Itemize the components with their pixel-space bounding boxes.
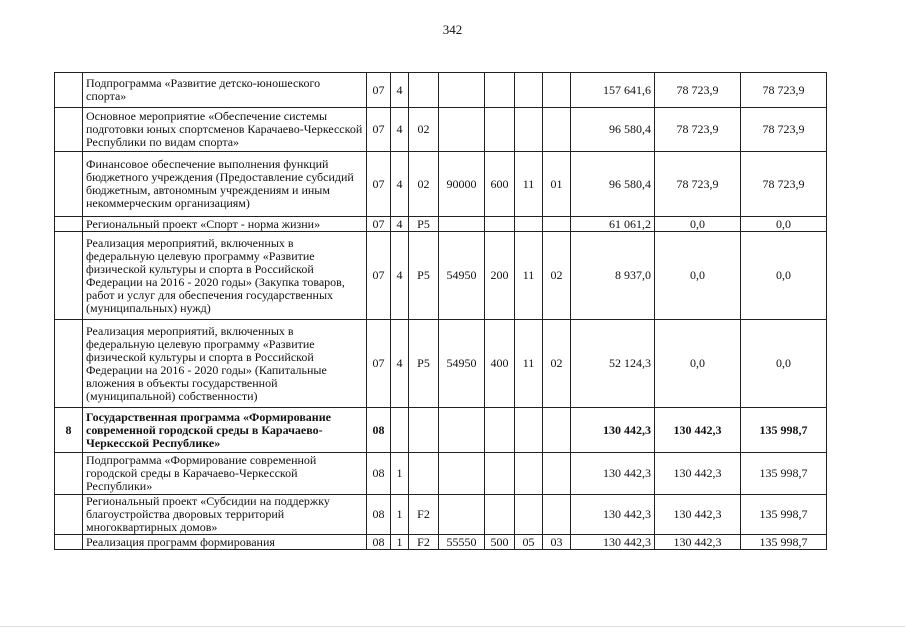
code-dir: [439, 408, 485, 453]
amount-year3: 0,0: [741, 320, 827, 408]
amount-year1: 61 061,2: [571, 217, 655, 232]
amount-year2: 78 723,9: [655, 108, 741, 152]
code-rz: [515, 73, 543, 108]
row-number: [55, 232, 83, 320]
code-vr: [485, 408, 515, 453]
row-name: Подпрограмма «Формирование современной городской среды в Карачаево-Черкесской Республики»: [83, 453, 367, 495]
amount-year2: 130 442,3: [655, 453, 741, 495]
code-vr: 600: [485, 152, 515, 217]
amount-year3: 135 998,7: [741, 535, 827, 550]
code-dir: [439, 73, 485, 108]
code-osn: [409, 453, 439, 495]
table-row: [55, 232, 827, 320]
code-vr: [485, 453, 515, 495]
code-dir: 90000: [439, 152, 485, 217]
row-number: [55, 453, 83, 495]
amount-year2: 130 442,3: [655, 408, 741, 453]
row-name: Региональный проект «Спорт - норма жизни»: [83, 217, 367, 232]
amount-year3: 135 998,7: [741, 408, 827, 453]
table-row: [55, 453, 827, 495]
row-name: Реализация мероприятий, включенных в федеральную целевую программу «Развитие физической культуры и спорта в Российской Федерации на 2016 - 2020 годы» (Капитальные вложения в объекты государственной (муниципальной) собственности): [83, 320, 367, 408]
row-number: [55, 217, 83, 232]
amount-year1: 157 641,6: [571, 73, 655, 108]
code-pr: [543, 73, 571, 108]
code-rz: [515, 408, 543, 453]
amount-year3: 78 723,9: [741, 108, 827, 152]
code-pp: 4: [391, 217, 409, 232]
code-gp: 07: [367, 152, 391, 217]
code-pp: 4: [391, 320, 409, 408]
code-dir: [439, 108, 485, 152]
table-row: [55, 408, 827, 453]
code-pr: [543, 108, 571, 152]
amount-year2: 0,0: [655, 217, 741, 232]
amount-year2: 130 442,3: [655, 535, 741, 550]
code-gp: 07: [367, 232, 391, 320]
code-gp: 08: [367, 535, 391, 550]
code-gp: 07: [367, 108, 391, 152]
table-row: [55, 152, 827, 217]
amount-year2: 78 723,9: [655, 152, 741, 217]
row-name: Реализация программ формирования: [83, 535, 367, 550]
code-osn: P5: [409, 320, 439, 408]
code-pr: [543, 217, 571, 232]
amount-year2: 0,0: [655, 232, 741, 320]
row-name: Финансовое обеспечение выполнения функций бюджетного учреждения (Предоставление субсидий бюджетным, автономным учреждениям и иным некоммерческим организациям): [83, 152, 367, 217]
amount-year1: 130 442,3: [571, 535, 655, 550]
code-pp: 4: [391, 152, 409, 217]
table-row: [55, 495, 827, 535]
code-pr: [543, 495, 571, 535]
code-rz: 11: [515, 320, 543, 408]
budget-table: [54, 72, 827, 550]
code-pp: 4: [391, 73, 409, 108]
code-osn: F2: [409, 495, 439, 535]
code-pr: 02: [543, 232, 571, 320]
code-pp: 1: [391, 453, 409, 495]
code-pr: [543, 408, 571, 453]
code-dir: [439, 217, 485, 232]
code-rz: [515, 495, 543, 535]
code-vr: 200: [485, 232, 515, 320]
row-name: Подпрограмма «Развитие детско-юношеского спорта»: [83, 73, 367, 108]
code-osn: 02: [409, 108, 439, 152]
row-number: [55, 320, 83, 408]
row-number: [55, 73, 83, 108]
amount-year1: 8 937,0: [571, 232, 655, 320]
code-pr: [543, 453, 571, 495]
row-number: [55, 535, 83, 550]
table-row: [55, 320, 827, 408]
code-osn: P5: [409, 217, 439, 232]
code-vr: [485, 495, 515, 535]
code-rz: [515, 217, 543, 232]
code-vr: 500: [485, 535, 515, 550]
code-gp: 07: [367, 320, 391, 408]
code-vr: [485, 108, 515, 152]
code-pr: 01: [543, 152, 571, 217]
amount-year2: 78 723,9: [655, 73, 741, 108]
row-number: 8: [55, 408, 83, 453]
code-gp: 08: [367, 453, 391, 495]
amount-year3: 135 998,7: [741, 453, 827, 495]
code-dir: 54950: [439, 320, 485, 408]
amount-year2: 0,0: [655, 320, 741, 408]
table-row: [55, 108, 827, 152]
code-pp: 1: [391, 495, 409, 535]
table-row: [55, 217, 827, 232]
code-rz: [515, 108, 543, 152]
code-rz: 11: [515, 232, 543, 320]
amount-year1: 96 580,4: [571, 108, 655, 152]
code-pp: 4: [391, 232, 409, 320]
row-name: Региональный проект «Субсидии на поддержку благоустройства дворовых территорий многоквартирных домов»: [83, 495, 367, 535]
code-gp: 08: [367, 495, 391, 535]
amount-year1: 52 124,3: [571, 320, 655, 408]
code-osn: 02: [409, 152, 439, 217]
page-number: 342: [442, 22, 463, 37]
code-pp: 4: [391, 108, 409, 152]
code-dir: [439, 453, 485, 495]
code-rz: 05: [515, 535, 543, 550]
code-rz: [515, 453, 543, 495]
amount-year3: 0,0: [741, 217, 827, 232]
code-dir: 54950: [439, 232, 485, 320]
amount-year1: 96 580,4: [571, 152, 655, 217]
code-vr: [485, 73, 515, 108]
code-osn: [409, 408, 439, 453]
row-name: Основное мероприятие «Обеспечение системы подготовки юных спортсменов Карачаево-Черкесской Республики по видам спорта»: [83, 108, 367, 152]
code-vr: [485, 217, 515, 232]
row-name: Государственная программа «Формирование современной городской среды в Карачаево-Черкесской Республике»: [83, 408, 367, 453]
code-pp: 1: [391, 535, 409, 550]
code-pr: 02: [543, 320, 571, 408]
table-row: [55, 535, 827, 550]
code-gp: 07: [367, 73, 391, 108]
code-gp: 07: [367, 217, 391, 232]
code-osn: F2: [409, 535, 439, 550]
amount-year1: 130 442,3: [571, 408, 655, 453]
row-name: Реализация мероприятий, включенных в федеральную целевую программу «Развитие физической культуры и спорта в Российской Федерации на 2016 - 2020 годы» (Закупка товаров, работ и услуг для обеспечения государственных (муниципальных) нужд): [83, 232, 367, 320]
amount-year3: 78 723,9: [741, 152, 827, 217]
amount-year1: 130 442,3: [571, 453, 655, 495]
amount-year3: 78 723,9: [741, 73, 827, 108]
table-row: [55, 73, 827, 108]
page-bottom-rule: [0, 626, 905, 627]
row-number: [55, 495, 83, 535]
code-dir: [439, 495, 485, 535]
code-vr: 400: [485, 320, 515, 408]
amount-year3: 135 998,7: [741, 495, 827, 535]
amount-year2: 130 442,3: [655, 495, 741, 535]
amount-year1: 130 442,3: [571, 495, 655, 535]
row-number: [55, 108, 83, 152]
code-rz: 11: [515, 152, 543, 217]
code-dir: 55550: [439, 535, 485, 550]
code-pr: 03: [543, 535, 571, 550]
code-osn: P5: [409, 232, 439, 320]
code-pp: [391, 408, 409, 453]
row-number: [55, 152, 83, 217]
code-gp: 08: [367, 408, 391, 453]
code-osn: [409, 73, 439, 108]
amount-year3: 0,0: [741, 232, 827, 320]
